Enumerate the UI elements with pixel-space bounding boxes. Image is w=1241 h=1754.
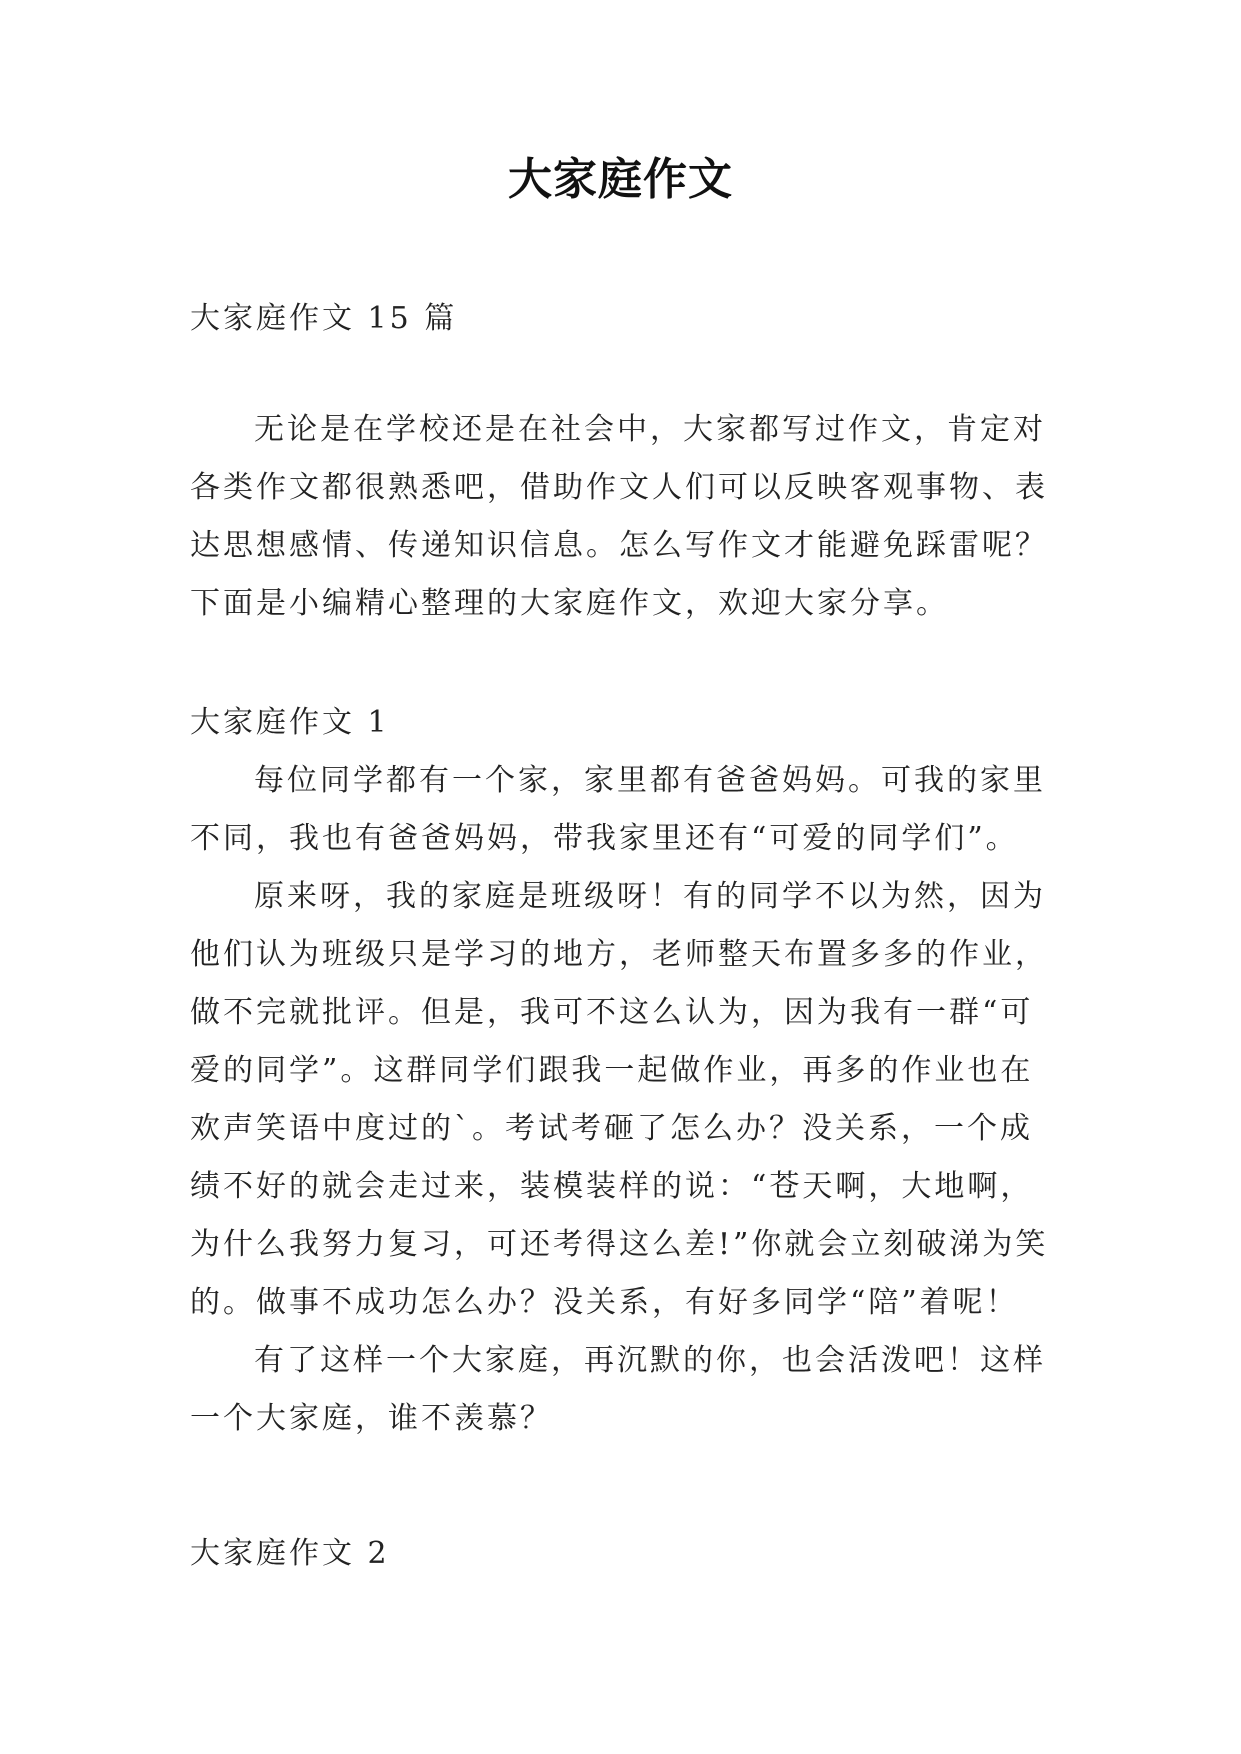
document-subtitle: 大家庭作文 15 篇 <box>190 301 458 336</box>
essay-paragraph: 每位同学都有一个家，家里都有爸爸妈妈。可我的家里不同，我也有爸爸妈妈，带我家里还有“可爱的同学们”。 <box>190 763 1046 856</box>
section-heading: 大家庭作文 1 <box>190 705 390 740</box>
essay-paragraph: 有了这样一个大家庭，再沉默的你，也会活泼吧！这样一个大家庭，谁不羡慕？ <box>190 1343 1046 1436</box>
section-heading: 大家庭作文 2 <box>190 1536 390 1571</box>
essay-section-2 <box>190 1525 1050 1583</box>
essay-paragraph: 原来呀，我的家庭是班级呀！有的同学不以为然，因为他们认为班级只是学习的地方，老师整天布置多多的作业，做不完就批评。但是，我可不这么认为，因为我有一群“可爱的同学”。这群同学们跟我一起做作业，再多的作业也在欢声笑语中度过的`。考试考砸了怎么办？没关系，一个成绩不好的就会走过来，装模装样的说：“苍天啊，大地啊，为什么我努力复习，可还考得这么差!”你就会立刻破涕为笑的。做事不成功怎么办？没关系，有好多同学“陪”着呢！ <box>190 879 1049 1320</box>
essay-section-1 <box>190 694 1050 1448</box>
document-title: 大家庭作文 <box>508 154 733 205</box>
intro-paragraph: 无论是在学校还是在社会中，大家都写过作文，肯定对各类作文都很熟悉吧，借助作文人们可以反映客观事物、表达思想感情、传递知识信息。怎么写作文才能避免踩雷呢？下面是小编精心整理的大家庭作文，欢迎大家分享。 <box>190 412 1048 621</box>
